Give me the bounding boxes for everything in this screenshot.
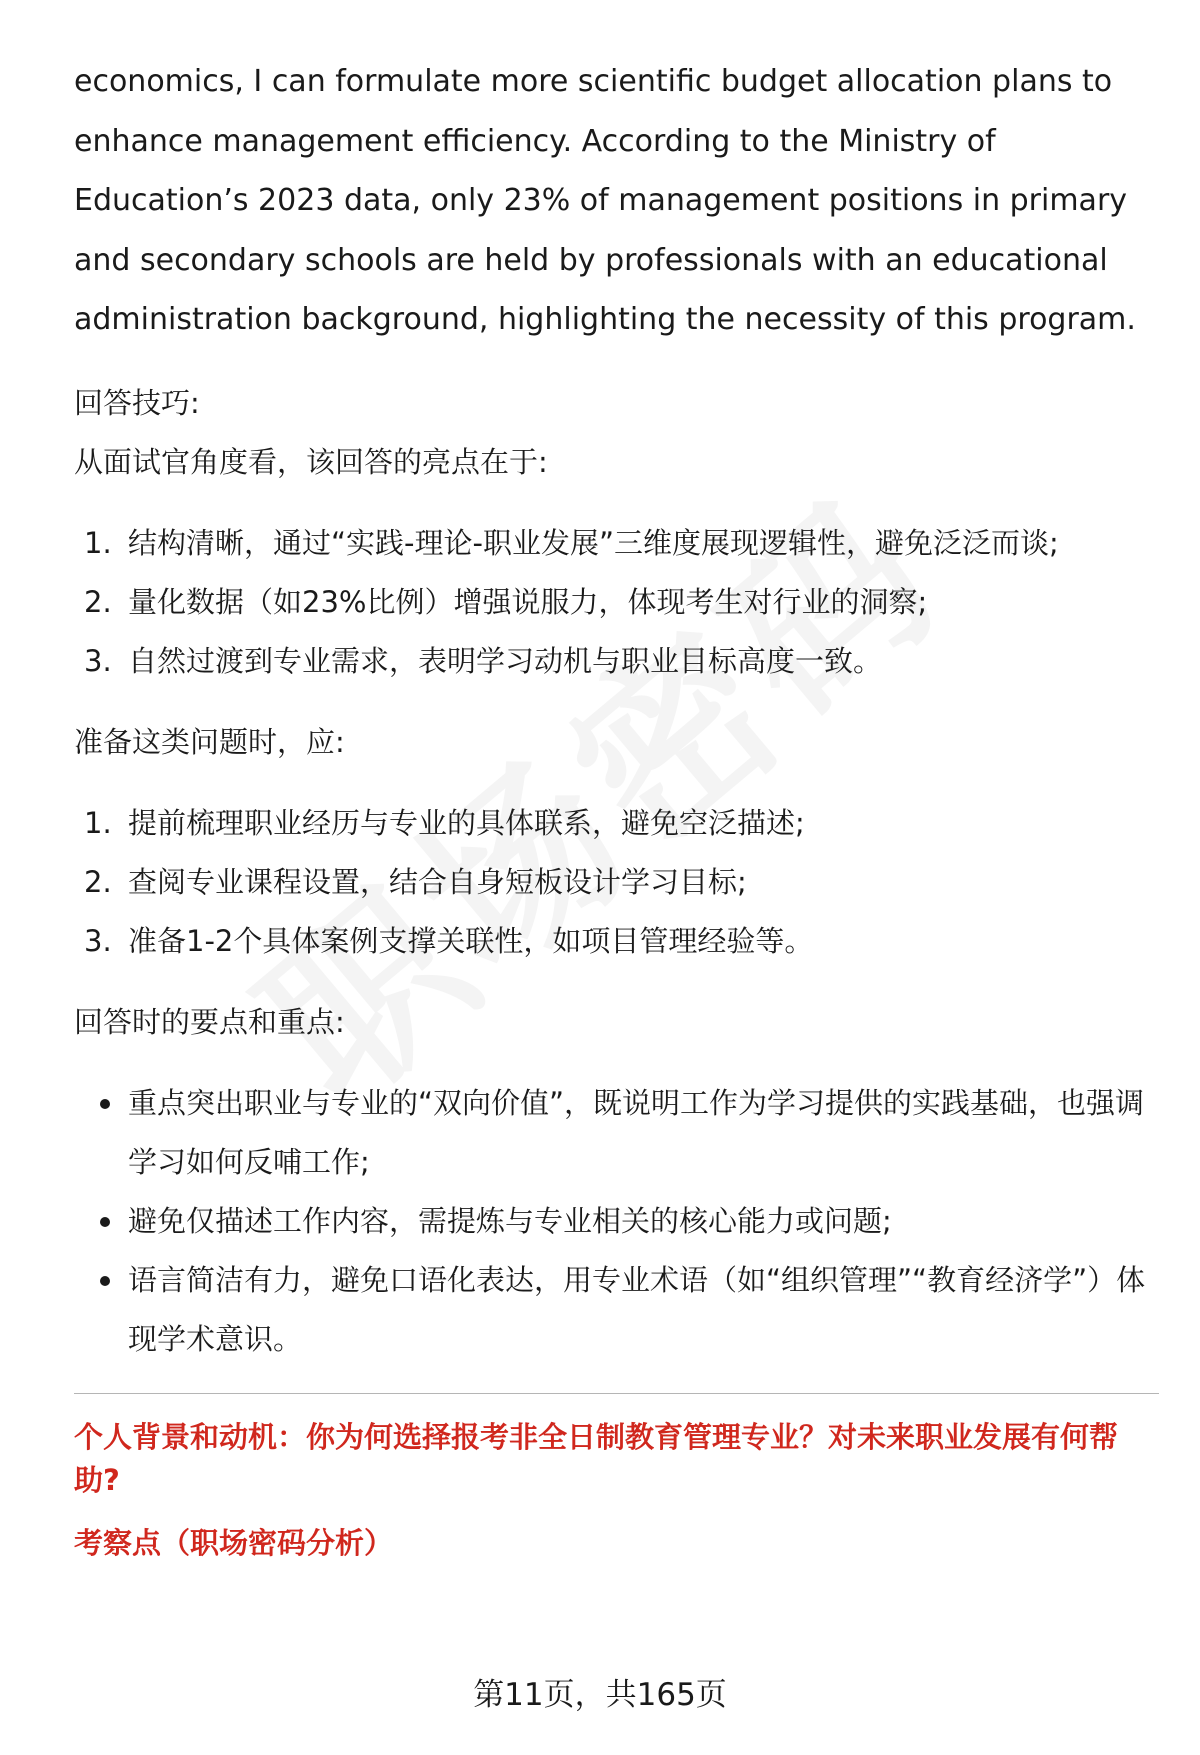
next-question-heading: 个人背景和动机：你为何选择报考非全日制教育管理专业？对未来职业发展有何帮助? bbox=[74, 1419, 1119, 1497]
bullet-icon bbox=[100, 1276, 110, 1286]
list-item bbox=[74, 632, 1159, 691]
list-number: 1. bbox=[84, 805, 112, 840]
list-item bbox=[74, 794, 1159, 853]
keypoints-title: 回答时的要点和重点: bbox=[74, 1004, 345, 1039]
list-number: 2. bbox=[84, 864, 112, 899]
list-item bbox=[74, 912, 1159, 971]
list-item-text: 避免仅描述工作内容，需提炼与专业相关的核心能力或问题; bbox=[128, 1203, 892, 1238]
keypoints-list bbox=[74, 1074, 1159, 1369]
tips-title: 回答技巧: bbox=[74, 385, 200, 420]
highlights-list bbox=[74, 514, 1159, 691]
page-content bbox=[74, 52, 1159, 1565]
list-item bbox=[74, 514, 1159, 573]
next-section-heading: 考察点（职场密码分析） bbox=[74, 1525, 394, 1560]
list-number: 3. bbox=[84, 923, 112, 958]
list-item-text: 提前梳理职业经历与专业的具体联系，避免空泛描述; bbox=[128, 805, 805, 840]
list-item-text: 语言简洁有力，避免口语化表达，用专业术语（如“组织管理”“教育经济学”）体现学术意识。 bbox=[128, 1262, 1146, 1356]
list-number: 3. bbox=[84, 643, 112, 678]
list-item bbox=[74, 1251, 1159, 1369]
page-number-footer: 第11页，共165页 bbox=[473, 1677, 727, 1713]
list-item-text: 准备1-2个具体案例支撑关联性，如项目管理经验等。 bbox=[128, 923, 814, 958]
prep-title: 准备这类问题时，应: bbox=[74, 724, 345, 759]
intro-paragraph: economics, I can formulate more scientific budget allocation plans to enhance management efficiency. According to the Ministry of Education’s 2023 data, only 23% of management positions in primary and secondary schools are held by professionals with an educational administration background, highlighting the necessity of this program. bbox=[74, 64, 1136, 337]
list-item-text: 查阅专业课程设置，结合自身短板设计学习目标; bbox=[128, 864, 747, 899]
prep-list bbox=[74, 794, 1159, 971]
bullet-icon bbox=[100, 1099, 110, 1109]
list-item bbox=[74, 1192, 1159, 1251]
list-item-text: 结构清晰，通过“实践-理论-职业发展”三维度展现逻辑性，避免泛泛而谈; bbox=[128, 525, 1059, 560]
list-number: 1. bbox=[84, 525, 112, 560]
list-item bbox=[74, 853, 1159, 912]
list-item bbox=[74, 573, 1159, 632]
list-item-text: 重点突出职业与专业的“双向价值”，既说明工作为学习提供的实践基础，也强调学习如何反哺工作; bbox=[128, 1085, 1145, 1179]
list-item-text: 量化数据（如23%比例）增强说服力，体现考生对行业的洞察; bbox=[128, 584, 928, 619]
tips-subtitle: 从面试官角度看，该回答的亮点在于: bbox=[74, 444, 548, 479]
list-number: 2. bbox=[84, 584, 112, 619]
bullet-icon bbox=[100, 1217, 110, 1227]
list-item bbox=[74, 1074, 1159, 1192]
list-item-text: 自然过渡到专业需求，表明学习动机与职业目标高度一致。 bbox=[128, 643, 883, 678]
